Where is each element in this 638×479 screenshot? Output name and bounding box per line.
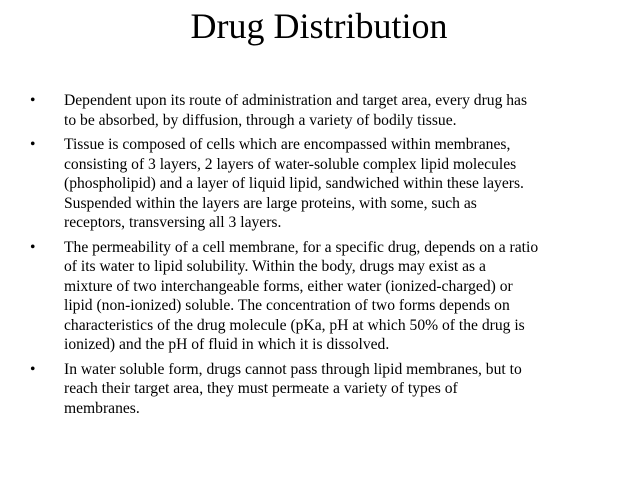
slide-title: Drug Distribution bbox=[190, 6, 448, 46]
bullet-text-line: of its water to lipid solubility. Within the body, drugs may exist as a bbox=[64, 258, 486, 275]
bullet-text-line: (phospholipid) and a layer of liquid lipid, sandwiched within these layers. bbox=[64, 175, 524, 192]
bullet-list bbox=[30, 91, 630, 423]
bullet-mark: • bbox=[30, 136, 36, 153]
bullet-text-line: Dependent upon its route of administration and target area, every drug has bbox=[64, 92, 528, 109]
bullet-text-line: In water soluble form, drugs cannot pass through lipid membranes, but to bbox=[64, 360, 522, 378]
bullet-text-line: ionized) and the pH of fluid in which it is dissolved. bbox=[64, 336, 390, 353]
bullet-text-line: reach their target area, they must permeate a variety of types of bbox=[64, 380, 458, 397]
bullet-text-line: to be absorbed, by diffusion, through a variety of bodily tissue. bbox=[64, 111, 457, 129]
bullet-item bbox=[30, 135, 630, 233]
bullet-text-line: consisting of 3 layers, 2 layers of water-soluble complex lipid molecules bbox=[64, 155, 517, 173]
bullet-item bbox=[30, 360, 630, 419]
bullet-mark: • bbox=[30, 360, 36, 378]
bullet-text-line: receptors, transversing all 3 layers. bbox=[64, 214, 282, 231]
bullet-text-line: The permeability of a cell membrane, for a specific drug, depends on a ratio bbox=[64, 238, 539, 256]
bullet-text-line: Tissue is composed of cells which are encompassed within membranes, bbox=[64, 136, 511, 153]
bullet-text-line: mixture of two interchangeable forms, either water (ionized-charged) or bbox=[64, 277, 513, 295]
bullet-item bbox=[30, 238, 630, 355]
bullet-mark: • bbox=[30, 238, 36, 256]
bullet-text-line: lipid (non-ionized) soluble. The concentration of two forms depends on bbox=[64, 297, 510, 314]
bullet-text-line: characteristics of the drug molecule (pKa, pH at which 50% of the drug is bbox=[64, 316, 525, 334]
bullet-item bbox=[30, 91, 630, 130]
bullet-mark: • bbox=[30, 92, 36, 109]
bullet-text-line: membranes. bbox=[64, 399, 140, 417]
bullet-text-line: Suspended within the layers are large proteins, with some, such as bbox=[64, 194, 477, 212]
